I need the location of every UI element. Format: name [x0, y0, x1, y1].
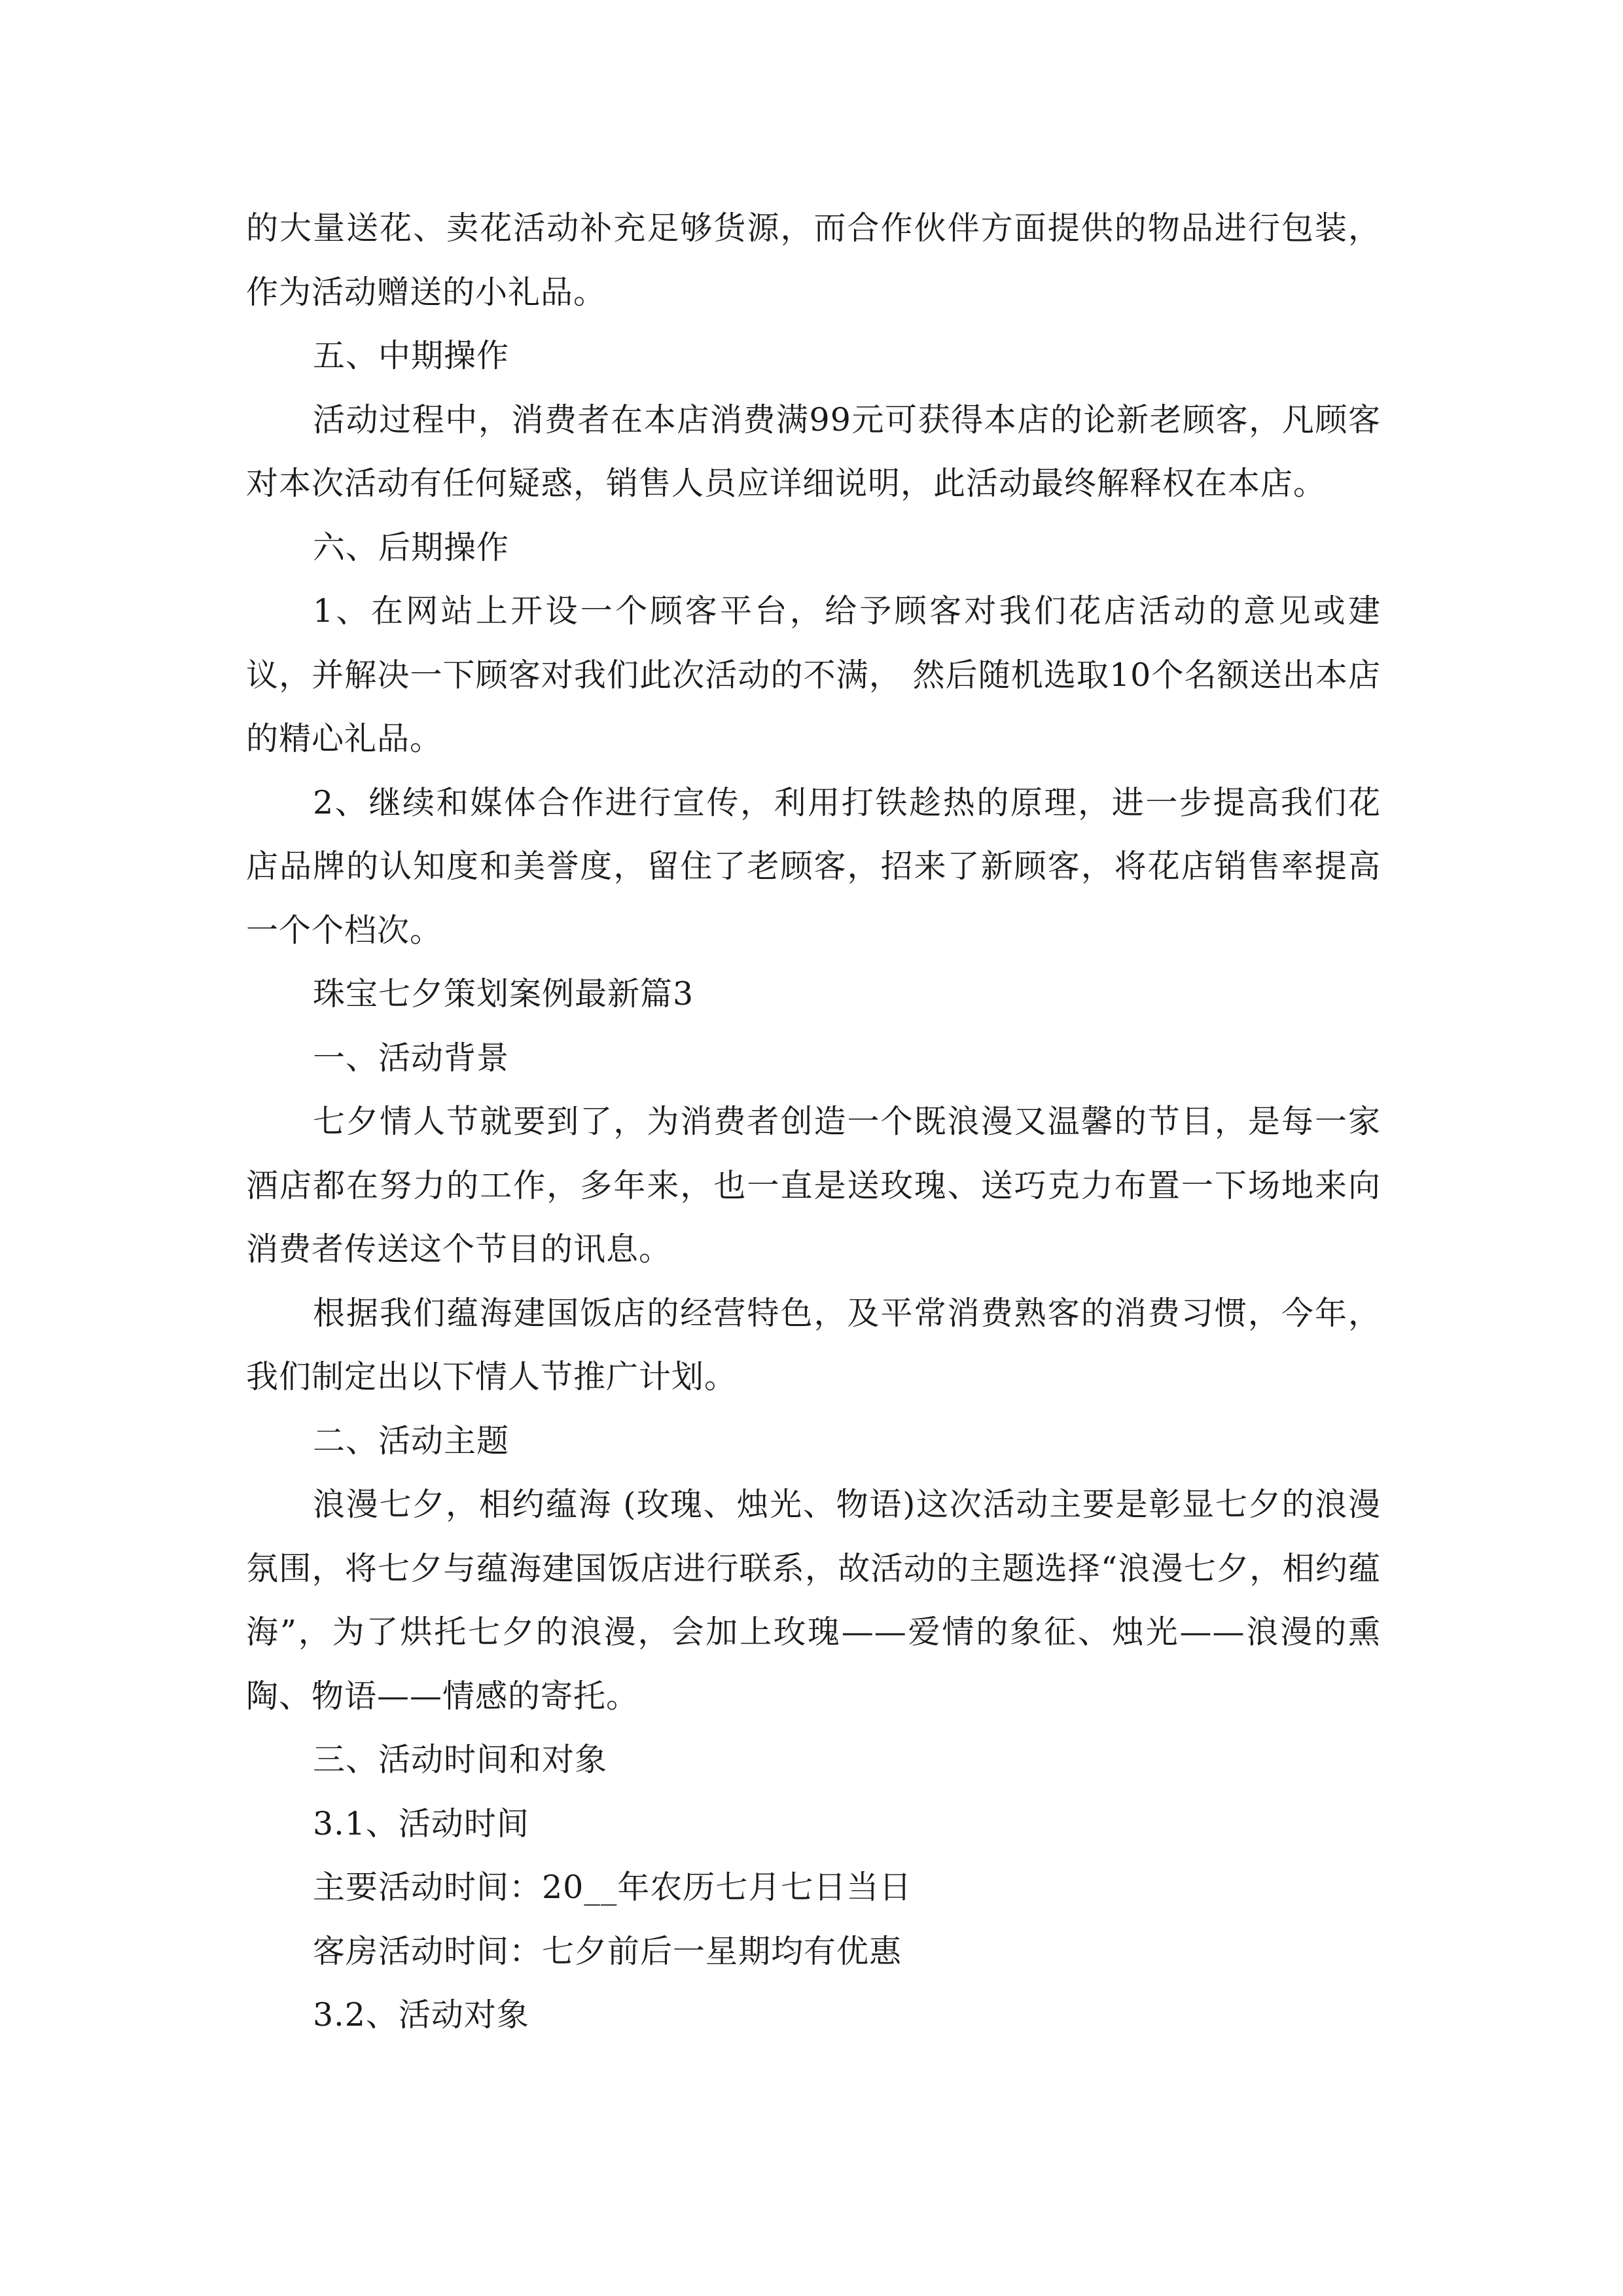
- heading-late-phase: 六、后期操作: [313, 528, 510, 566]
- heading-mid-phase: 五、中期操作: [313, 337, 510, 374]
- subheading-activity-audience: 3.2、活动对象: [313, 1996, 529, 2034]
- paragraph-late-phase-2: 2、继续和媒体合作进行宣传，利用打铁趁热的原理，进一步提高我们花店品牌的认知度和美誉度，留住了老顾客，招来了新顾客，将花店销售率提高一个个档次。: [246, 783, 1381, 949]
- heading-background: 一、活动背景: [313, 1039, 510, 1077]
- paragraph-mid-phase: 活动过程中，消费者在本店消费满99元可获得本店的论新老顾客，凡顾客对本次活动有任何疑惑，销售人员应详细说明，此活动最终解释权在本店。: [246, 401, 1381, 502]
- heading-theme: 二、活动主题: [313, 1422, 510, 1460]
- paragraph-background-1: 七夕情人节就要到了，为消费者创造一个既浪漫又温馨的节目，是每一家酒店都在努力的工作，多年来，也一直是送玫瑰、送巧克力布置一下场地来向消费者传送这个节目的讯息。: [246, 1103, 1381, 1268]
- main-activity-time: 主要活动时间：20__年农历七月七日当日: [313, 1869, 912, 1906]
- paragraph-theme: 浪漫七夕，相约蕴海 (玫瑰、烛光、物语)这次活动主要是彰显七夕的浪漫氛围，将七夕与蕴海建国饭店进行联系，故活动的主题选择“浪漫七夕，相约蕴海”，为了烘托七夕的浪漫，会加上玫瑰——爱情的象征、烛光——浪漫的熏陶、物语——情感的寄托。: [246, 1486, 1381, 1715]
- document-body: [246, 196, 1381, 2047]
- room-activity-time: 客房活动时间：七夕前后一星期均有优惠: [313, 1932, 902, 1970]
- section-title-case-3: 珠宝七夕策划案例最新篇3: [313, 975, 694, 1013]
- heading-time-audience: 三、活动时间和对象: [313, 1741, 608, 1778]
- paragraph-continuation: 的大量送花、卖花活动补充足够货源，而合作伙伴方面提供的物品进行包装，作为活动赠送的小礼品。: [246, 209, 1381, 311]
- paragraph-background-2: 根据我们蕴海建国饭店的经营特色，及平常消费熟客的消费习惯，今年，我们制定出以下情人节推广计划。: [246, 1294, 1381, 1395]
- subheading-activity-time: 3.1、活动时间: [313, 1804, 529, 1842]
- paragraph-late-phase-1: 1、在网站上开设一个顾客平台，给予顾客对我们花店活动的意见或建议，并解决一下顾客对我们此次活动的不满， 然后随机选取10个名额送出本店的精心礼品。: [246, 592, 1381, 757]
